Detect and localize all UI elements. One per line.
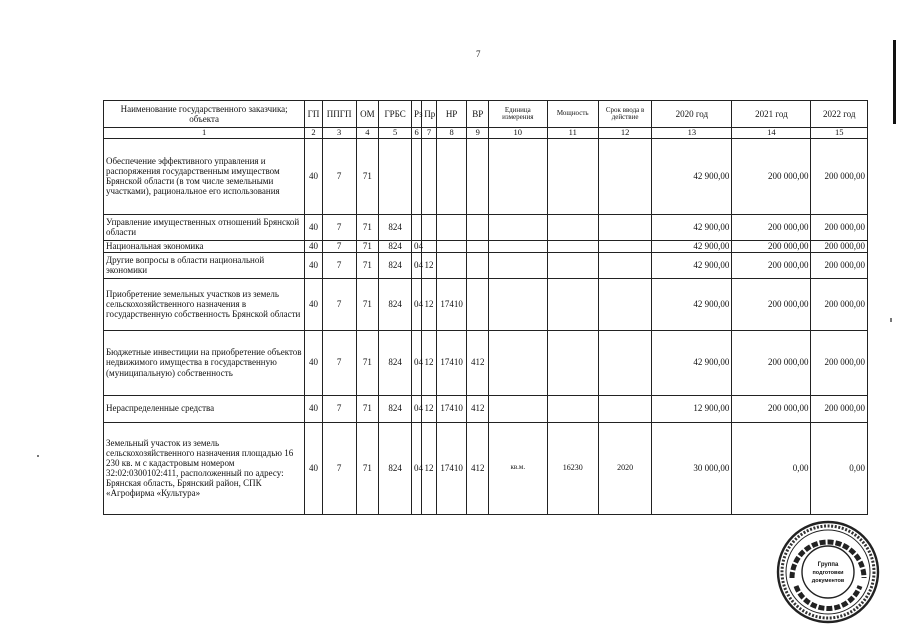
row-name: Нераспределенные средства [104,395,305,422]
cell-2021: 200 000,00 [732,138,811,214]
cell-grbs: 824 [379,252,412,278]
header-unit: Единица измерения [489,101,548,128]
table-row [104,138,868,214]
row-name: Земельный участок из земель сельскохозяйственного назначения площадью 16 230 кв. м с кадастровым номером 32:02:0300102:411, расположенный по адресу: Брянская область, Брянский район, СПК «Агрофирма «Культура» [104,422,305,514]
cell-term [598,138,651,214]
cell-nr [436,214,467,240]
row-name: Обеспечение эффективного управления и распоряжения государственным имуществом Брянской области (в том числе земельными участками), рациональное его использования [104,138,305,214]
column-number: 12 [598,128,651,139]
header-vr: ВР [467,101,489,128]
column-number: 3 [322,128,356,139]
cell-capacity [547,330,598,395]
stamp-line-3: документов [811,578,845,584]
cell-vr [467,278,489,330]
budget-table [103,100,868,515]
cell-ppgp: 7 [322,240,356,252]
column-number: 1 [104,128,305,139]
cell-gp: 40 [305,422,322,514]
cell-unit: кв.м. [489,422,548,514]
cell-term [598,214,651,240]
cell-grbs: 824 [379,240,412,252]
stamp-line-2: подготовки [812,570,844,576]
cell-nr: 17410 [436,395,467,422]
cell-2022: 200 000,00 [811,278,868,330]
cell-grbs [379,138,412,214]
cell-2020: 42 900,00 [652,240,732,252]
stamp-graphic [774,518,882,626]
cell-om: 71 [356,395,379,422]
cell-term [598,240,651,252]
column-number: 2 [305,128,322,139]
cell-2022: 200 000,00 [811,138,868,214]
cell-term [598,395,651,422]
cell-term: 2020 [598,422,651,514]
cell-2020: 42 900,00 [652,330,732,395]
cell-capacity [547,138,598,214]
row-name: Управление имущественных отношений Брянской области [104,214,305,240]
header-pr: Пр [422,101,436,128]
cell-2022: 200 000,00 [811,252,868,278]
cell-nr: 17410 [436,278,467,330]
cell-om: 71 [356,330,379,395]
row-name: Приобретение земельных участков из земель сельскохозяйственного назначения в государственную собственность Брянской области [104,278,305,330]
cell-capacity [547,395,598,422]
cell-vr [467,252,489,278]
column-number: 6 [412,128,422,139]
cell-rz [412,214,422,240]
cell-nr [436,252,467,278]
cell-nr: 17410 [436,330,467,395]
cell-grbs: 824 [379,278,412,330]
cell-capacity [547,278,598,330]
cell-term [598,330,651,395]
cell-gp: 40 [305,278,322,330]
cell-2020: 30 000,00 [652,422,732,514]
header-om: ОМ [356,101,379,128]
cell-gp: 40 [305,214,322,240]
cell-2022: 200 000,00 [811,214,868,240]
cell-gp: 40 [305,252,322,278]
cell-2022: 200 000,00 [811,395,868,422]
cell-2022: 0,00 [811,422,868,514]
cell-pr: 12 [422,330,436,395]
column-number: 15 [811,128,868,139]
cell-vr: 412 [467,395,489,422]
cell-pr: 12 [422,252,436,278]
cell-unit [489,278,548,330]
cell-capacity [547,214,598,240]
cell-pr [422,240,436,252]
table-row [104,240,868,252]
cell-unit [489,395,548,422]
column-number: 13 [652,128,732,139]
cell-2020: 42 900,00 [652,138,732,214]
cell-om: 71 [356,422,379,514]
header-2022: 2022 год [811,101,868,128]
row-name: Национальная экономика [104,240,305,252]
cell-vr [467,214,489,240]
cell-nr [436,138,467,214]
stamp-line-1: Группа [817,562,839,568]
cell-ppgp: 7 [322,252,356,278]
cell-unit [489,214,548,240]
cell-gp: 40 [305,330,322,395]
cell-rz: 04 [412,395,422,422]
cell-term [598,252,651,278]
table-row [104,252,868,278]
cell-2022: 200 000,00 [811,240,868,252]
cell-2021: 200 000,00 [732,278,811,330]
cell-om: 71 [356,138,379,214]
cell-unit [489,138,548,214]
cell-pr [422,138,436,214]
column-number: 5 [379,128,412,139]
row-name: Бюджетные инвестиции на приобретение объектов недвижимого имущества в государственную (муниципальную) собственность [104,330,305,395]
cell-2021: 200 000,00 [732,395,811,422]
cell-om: 71 [356,252,379,278]
cell-2021: 200 000,00 [732,252,811,278]
header-name: Наименование государственного заказчика; объекта [104,101,305,128]
cell-2021: 200 000,00 [732,330,811,395]
cell-grbs: 824 [379,422,412,514]
cell-grbs: 824 [379,330,412,395]
column-number: 9 [467,128,489,139]
cell-2021: 0,00 [732,422,811,514]
column-number: 10 [489,128,548,139]
cell-capacity: 16230 [547,422,598,514]
cell-nr [436,240,467,252]
cell-2022: 200 000,00 [811,330,868,395]
cell-rz: 04 [412,240,422,252]
cell-om: 71 [356,278,379,330]
cell-rz [412,138,422,214]
cell-vr: 412 [467,330,489,395]
header-capacity: Мощность [547,101,598,128]
cell-rz: 04 [412,278,422,330]
cell-om: 71 [356,214,379,240]
row-name: Другие вопросы в области национальной экономики [104,252,305,278]
header-ppgp: ППГП [322,101,356,128]
cell-ppgp: 7 [322,214,356,240]
header-nr: НР [436,101,467,128]
header-2020: 2020 год [652,101,732,128]
header-2021: 2021 год [732,101,811,128]
column-number: 8 [436,128,467,139]
cell-vr: 412 [467,422,489,514]
column-number: 14 [732,128,811,139]
cell-unit [489,252,548,278]
cell-rz: 04 [412,330,422,395]
cell-pr [422,214,436,240]
cell-2021: 200 000,00 [732,214,811,240]
cell-2020: 12 900,00 [652,395,732,422]
cell-2020: 42 900,00 [652,214,732,240]
page-number: 7 [476,49,481,59]
header-term: Срок ввода в действие [598,101,651,128]
cell-pr: 12 [422,278,436,330]
cell-pr: 12 [422,395,436,422]
column-number-row [104,128,868,139]
cell-gp: 40 [305,138,322,214]
cell-capacity [547,240,598,252]
table-row [104,330,868,395]
header-row [104,101,868,128]
column-number: 4 [356,128,379,139]
cell-ppgp: 7 [322,138,356,214]
cell-2021: 200 000,00 [732,240,811,252]
column-number: 7 [422,128,436,139]
cell-pr: 12 [422,422,436,514]
cell-rz: 04 [412,422,422,514]
scan-edge-bar [893,40,896,124]
header-grbs: ГРБС [379,101,412,128]
table-row [104,395,868,422]
cell-grbs: 824 [379,214,412,240]
cell-gp: 40 [305,395,322,422]
column-number: 11 [547,128,598,139]
cell-grbs: 824 [379,395,412,422]
cell-ppgp: 7 [322,422,356,514]
cell-ppgp: 7 [322,278,356,330]
table-row [104,422,868,514]
cell-unit [489,330,548,395]
header-rz: Рз [412,101,422,128]
cell-nr: 17410 [436,422,467,514]
cell-ppgp: 7 [322,330,356,395]
cell-2020: 42 900,00 [652,252,732,278]
office-stamp [774,518,882,626]
scan-edge-mark [37,455,39,457]
cell-vr [467,138,489,214]
cell-vr [467,240,489,252]
cell-unit [489,240,548,252]
scan-edge-mark [890,318,892,322]
table-row [104,214,868,240]
cell-2020: 42 900,00 [652,278,732,330]
table-row [104,278,868,330]
cell-om: 71 [356,240,379,252]
header-gp: ГП [305,101,322,128]
cell-ppgp: 7 [322,395,356,422]
cell-rz: 04 [412,252,422,278]
cell-gp: 40 [305,240,322,252]
cell-capacity [547,252,598,278]
cell-term [598,278,651,330]
